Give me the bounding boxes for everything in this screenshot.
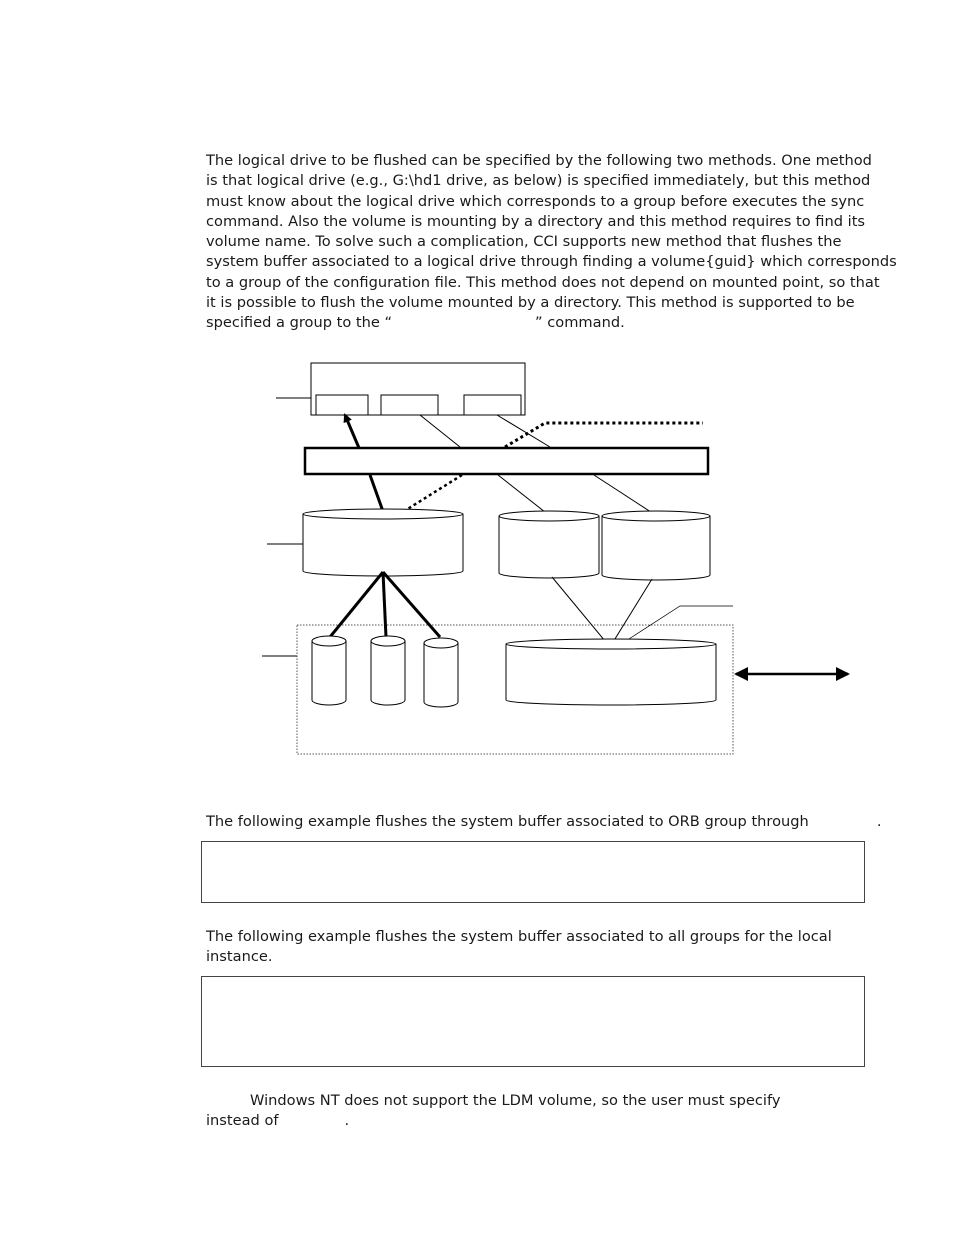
intro-last-line-end: ” command. (535, 314, 625, 332)
intro-line: it is possible to flush the volume mounted by a directory. This method is supported to be (206, 294, 855, 312)
intro-line: must know about the logical drive which corresponds to a group before executes the sync (206, 192, 865, 210)
drive-letter-box (311, 363, 525, 415)
connector-line (497, 415, 550, 447)
physical-disk (424, 638, 458, 707)
volume-cylinder (499, 511, 599, 578)
flush-arrow (345, 415, 359, 448)
connector-line (552, 577, 610, 647)
intro-last-line-start: specified a group to the “ (206, 314, 393, 332)
connector-line (594, 475, 657, 516)
example-orb-text-end: . (876, 813, 882, 830)
system-buffer-bar (305, 448, 708, 474)
example-all-line: The following example flushes the system buffer associated to all groups for the local (206, 928, 832, 945)
disk-link (383, 572, 386, 637)
volume-cylinder (602, 511, 710, 580)
nt-note-line2-start: instead of (206, 1112, 279, 1130)
connector-line (610, 579, 652, 647)
intro-line: volume name. To solve such a complication, CCI supports new method that flushes the (206, 233, 842, 251)
large-disk (506, 639, 716, 705)
example-orb-text (206, 812, 882, 832)
intro-line: system buffer associated to a logical drive through finding a volume{guid} which corresponds (206, 253, 897, 271)
intro-line: The logical drive to be flushed can be specified by the following two methods. One method (206, 152, 872, 169)
physical-disk (312, 636, 346, 705)
logical-volume-cylinder (303, 509, 463, 576)
connector-line (420, 415, 460, 447)
example-orb-text-start: The following example flushes the system buffer associated to ORB group through (206, 813, 809, 830)
code-example-orb (201, 841, 865, 903)
nt-note (206, 1091, 866, 1132)
intro-line: to a group of the configuration file. This method does not depend on mounted point, so that (206, 273, 880, 291)
intro-line: command. Also the volume is mounting by a directory and this method requires to find its (206, 212, 866, 230)
code-example-all (201, 976, 865, 1067)
disk-link (383, 572, 440, 637)
example-all-line: instance. (206, 948, 273, 966)
nt-note-line1: Windows NT does not support the LDM volume, so the user must specify (250, 1092, 781, 1109)
intro-line: is that logical drive (e.g., G:\hd1 drive, as below) is specified immediately, but this method (206, 172, 871, 190)
physical-disk (371, 636, 405, 705)
connector-line (498, 475, 550, 516)
example-all-text (206, 927, 866, 968)
dotted-path (505, 423, 703, 447)
disk-link (330, 572, 383, 637)
nt-note-line2-end: . (344, 1112, 350, 1130)
